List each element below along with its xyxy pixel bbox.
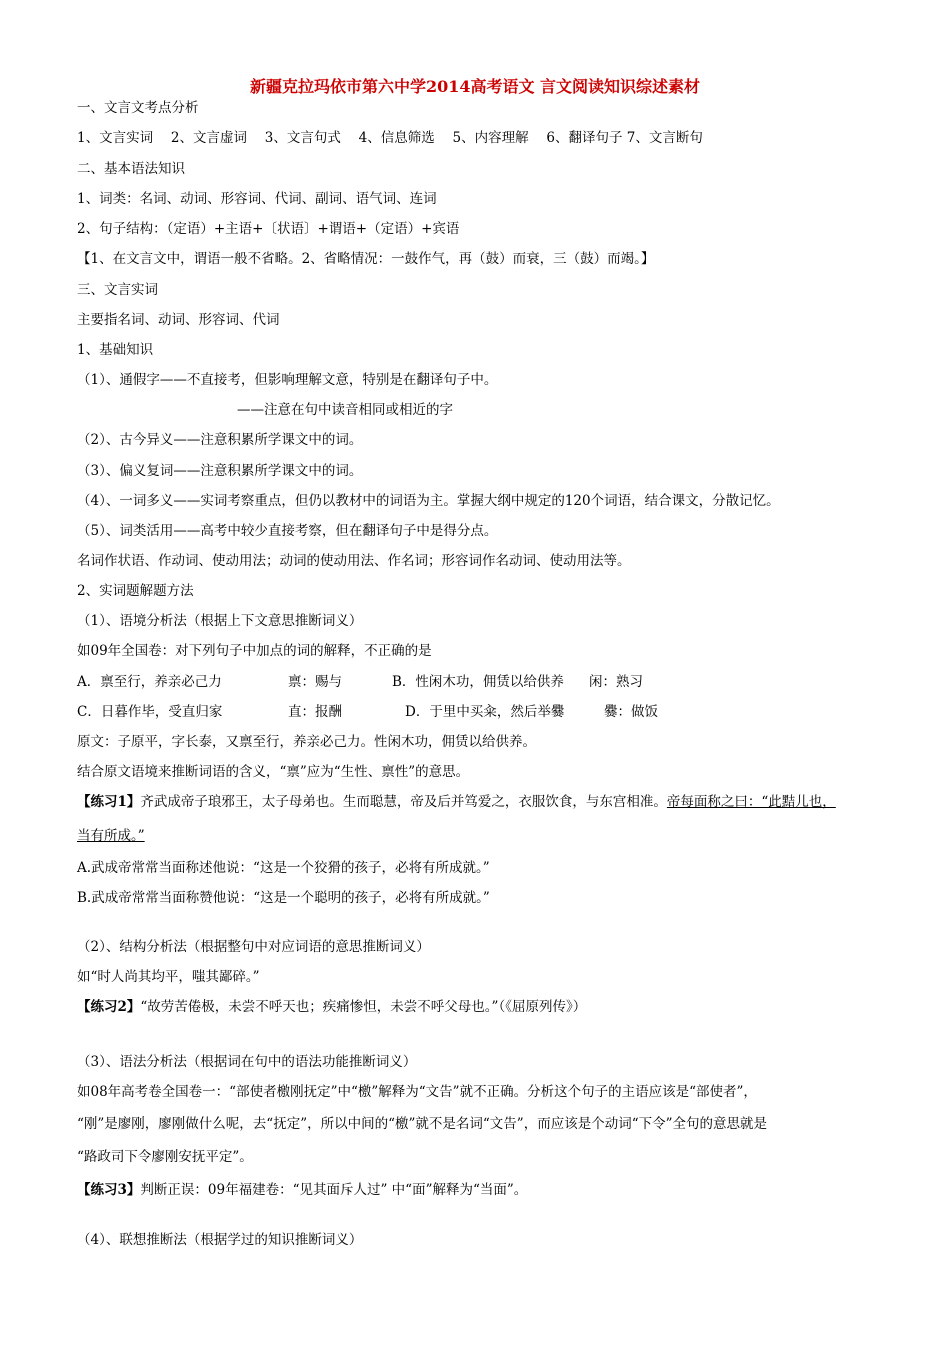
option-b-sentence: B．性闲木功，佣赁以给供养 — [392, 674, 564, 690]
method-1-heading: （1）、语境分析法（根据上下文意思推断词义） — [77, 613, 363, 629]
exercise-2 — [77, 997, 586, 1017]
section-heading-1: 一、文言文考点分析 — [77, 100, 199, 116]
exercise-1-option-b: B.武成帝常常当面称赞他说：“这是一个聪明的孩子，必将有所成就。” — [77, 890, 490, 906]
basic-item-5-detail: 名词作状语、作动词、使动用法；动词的使动用法、作名词；形容词作名动词、使动用法等。 — [77, 553, 631, 569]
content-words-intro: 主要指名词、动词、形容词、代词 — [77, 312, 280, 328]
exercise-3-tag: 【练习3】 — [77, 1182, 141, 1198]
original-text: 原文：子原平，字长泰，又禀至行，养亲必己力。性闲木功，佣赁以给供养。 — [77, 734, 536, 750]
method-3-heading: （3）、语法分析法（根据词在句中的语法功能推断词义） — [77, 1054, 417, 1070]
exercise-2-tag: 【练习2】 — [77, 999, 141, 1015]
exam-points-list: 1、文言实词 2、文言虚词 3、文言句式 4、信息筛选 5、内容理解 6、翻译句子 7、文言断句 — [77, 130, 703, 146]
omission-note: 【1、在文言文中，谓语一般不省略。2、省略情况：一鼓作气，再（鼓）而衰，三（鼓）而竭。】 — [77, 251, 655, 267]
exercise-2-text: “故劳苦倦极，未尝不呼天也；疾痛惨怛，未尝不呼父母也。”（《屈原列传》） — [140, 999, 587, 1015]
method-3-line-1: 如08年高考卷全国卷一：“部使者檄刚抚定”中“檄”解释为“文告”就不正确。分析这个句子的主语应该是“部使者”， — [77, 1084, 757, 1100]
basic-item-3: （3）、偏义复词——注意积累所学课文中的词。 — [77, 463, 363, 479]
option-b-definition: 闲：熟习 — [589, 674, 643, 690]
exercise-1 — [77, 792, 836, 812]
method-2-heading: （2）、结构分析法（根据整句中对应词语的意思推断词义） — [77, 939, 430, 955]
method-4-heading: （4）、联想推断法（根据学过的知识推断词义） — [77, 1232, 363, 1248]
explanation-text: 结合原文语境来推断词语的含义，“禀”应为“生性、禀性”的意思。 — [77, 764, 470, 780]
basic-item-2: （2）、古今异义——注意积累所学课文中的词。 — [77, 432, 363, 448]
basic-item-4: （4）、一词多义——实词考察重点，但仍以教材中的词语为主。掌握大纲中规定的120个词语，结合课文，分散记忆。 — [77, 493, 780, 509]
option-d-sentence: D．于里中买籴，然后举爨 — [405, 704, 565, 720]
word-classes-line: 1、词类：名词、动词、形容词、代词、副词、语气词、连词 — [77, 191, 437, 207]
method-3-line-3: “路政司下令廖刚安抚平定”。 — [77, 1149, 253, 1165]
exercise-1-text: 齐武成帝子琅邪王，太子母弟也。生而聪慧，帝及后并笃爱之，衣服饮食，与东宫相准。 — [140, 794, 667, 810]
section-heading-3: 三、文言实词 — [77, 282, 158, 298]
basic-item-1: （1）、通假字——不直接考，但影响理解文意，特别是在翻译句子中。 — [77, 372, 498, 388]
basic-item-5: （5）、词类活用——高考中较少直接考察，但在翻译句子中是得分点。 — [77, 523, 498, 539]
section-heading-2: 二、基本语法知识 — [77, 161, 185, 177]
exercise-3-text: 判断正误：09年福建卷：“见其面斥人过” 中“面”解释为“当面”。 — [140, 1182, 528, 1198]
basic-item-1-note: ——注意在句中读音相同或相近的字 — [237, 402, 453, 418]
option-d-definition: 爨：做饭 — [604, 704, 658, 720]
exercise-1-underlined-quote-end: 当有所成。” — [77, 828, 145, 844]
exercise-1-option-a: A.武成帝常常当面称述他说：“这是一个狡猾的孩子，必将有所成就。” — [77, 860, 490, 876]
option-a-sentence: A．禀至行，养亲必己力 — [77, 674, 222, 690]
exercise-1-underlined-quote: 帝每面称之曰：“此黠儿也， — [666, 794, 836, 810]
method-heading: 2、实词题解题方法 — [77, 583, 194, 599]
document-title: 新疆克拉玛依市第六中学2014高考语文 言文阅读知识综述素材 — [249, 77, 701, 96]
option-c-definition: 直：报酬 — [288, 704, 342, 720]
sentence-structure-line: 2、句子结构：（定语）+主语+〔状语〕+谓语+（定语）+宾语 — [77, 221, 460, 237]
basic-knowledge-heading: 1、基础知识 — [77, 342, 154, 358]
exercise-1-tag: 【练习1】 — [77, 794, 141, 810]
option-a-definition: 禀：赐与 — [288, 674, 342, 690]
exercise-3 — [77, 1180, 527, 1200]
method-3-line-2: “刚”是廖刚，廖刚做什么呢，去“抚定”，所以中间的“檄”就不是名词“文告”，而应该是个动词“下令”全句的意思就是 — [77, 1116, 768, 1132]
method-1-question: 如09年全国卷：对下列句子中加点的词的解释，不正确的是 — [77, 643, 432, 659]
method-2-example: 如“时人尚其均平，嗤其鄙碎。” — [77, 969, 260, 985]
option-c-sentence: C．日暮作毕，受直归家 — [77, 704, 223, 720]
